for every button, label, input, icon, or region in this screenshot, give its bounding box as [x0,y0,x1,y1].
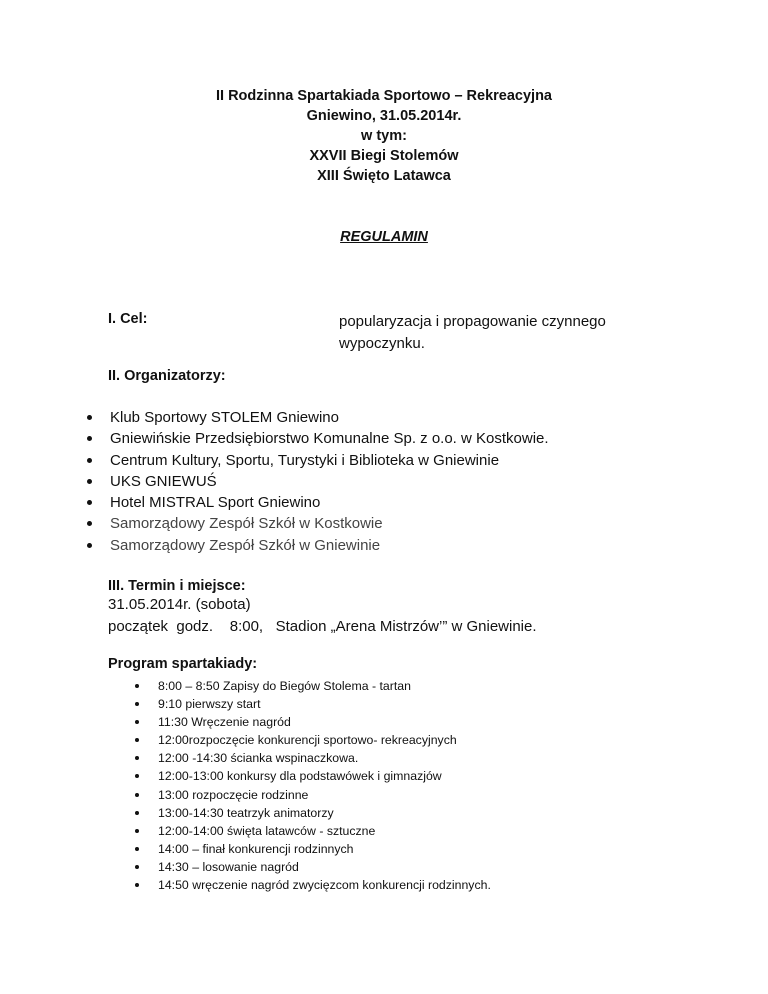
heading-including: w tym: [361,128,407,144]
organizatorzy-label: II. Organizatorzy: [108,368,226,384]
cel-text: popularyzacja i propagowanie czynnego wypoczynku. [339,313,606,352]
list-item: Gniewińskie Przedsiębiorstwo Komunalne Sp. z o.o. w Kostkowie. [85,428,549,449]
heading-title: II Rodzinna Spartakiada Sportowo – Rekreacyjna [215,88,552,104]
program-list [133,677,491,894]
list-item: Samorządowy Zespół Szkół w Kostkowie [85,513,549,534]
heading-event-kite: XIII Święto Latawca [317,168,451,184]
document-heading [0,86,768,186]
list-item: 11:30 Wręczenie nagród [133,713,491,731]
list-item: 12:00rozpoczęcie konkurencji sportowo- rekreacyjnych [133,731,491,749]
list-item: Samorządowy Zespół Szkół w Gniewinie [85,535,549,556]
list-item: Centrum Kultury, Sportu, Turystyki i Biblioteka w Gniewinie [85,450,549,471]
list-item: 13:00-14:30 teatrzyk animatorzy [133,804,491,822]
heading-event-run: XXVII Biegi Stolemów [309,148,459,164]
termin-label: III. Termin i miejsce: [108,578,246,594]
heading-place-date: Gniewino, 31.05.2014r. [306,108,462,124]
list-item: 8:00 – 8:50 Zapisy do Biegów Stolema - tartan [133,677,491,695]
cel-label: I. Cel: [108,311,148,327]
list-item: 12:00 -14:30 ścianka wspinaczkowa. [133,749,491,767]
regulamin-title: REGULAMIN [340,229,428,245]
list-item: 9:10 pierwszy start [133,695,491,713]
list-item: 14:00 – finał konkurencji rodzinnych [133,840,491,858]
list-item: 12:00-14:00 święta latawców - sztuczne [133,822,491,840]
list-item: 14:50 wręczenie nagród zwycięzcom konkurencji rodzinnych. [133,876,491,894]
list-item: 14:30 – losowanie nagród [133,858,491,876]
list-item: Hotel MISTRAL Sport Gniewino [85,492,549,513]
termin-date: 31.05.2014r. (sobota) [108,596,251,613]
program-label: Program spartakiady: [108,656,258,672]
organizatorzy-list [85,407,549,556]
list-item: Klub Sportowy STOLEM Gniewino [85,407,549,428]
list-item: 12:00-13:00 konkursy dla podstawówek i gimnazjów [133,767,491,785]
termin-start: początek godz. 8:00, Stadion „Arena Mistrzów’” w Gniewinie. [108,618,537,635]
list-item: UKS GNIEWUŚ [85,471,549,492]
list-item: 13:00 rozpoczęcie rodzinne [133,786,491,804]
